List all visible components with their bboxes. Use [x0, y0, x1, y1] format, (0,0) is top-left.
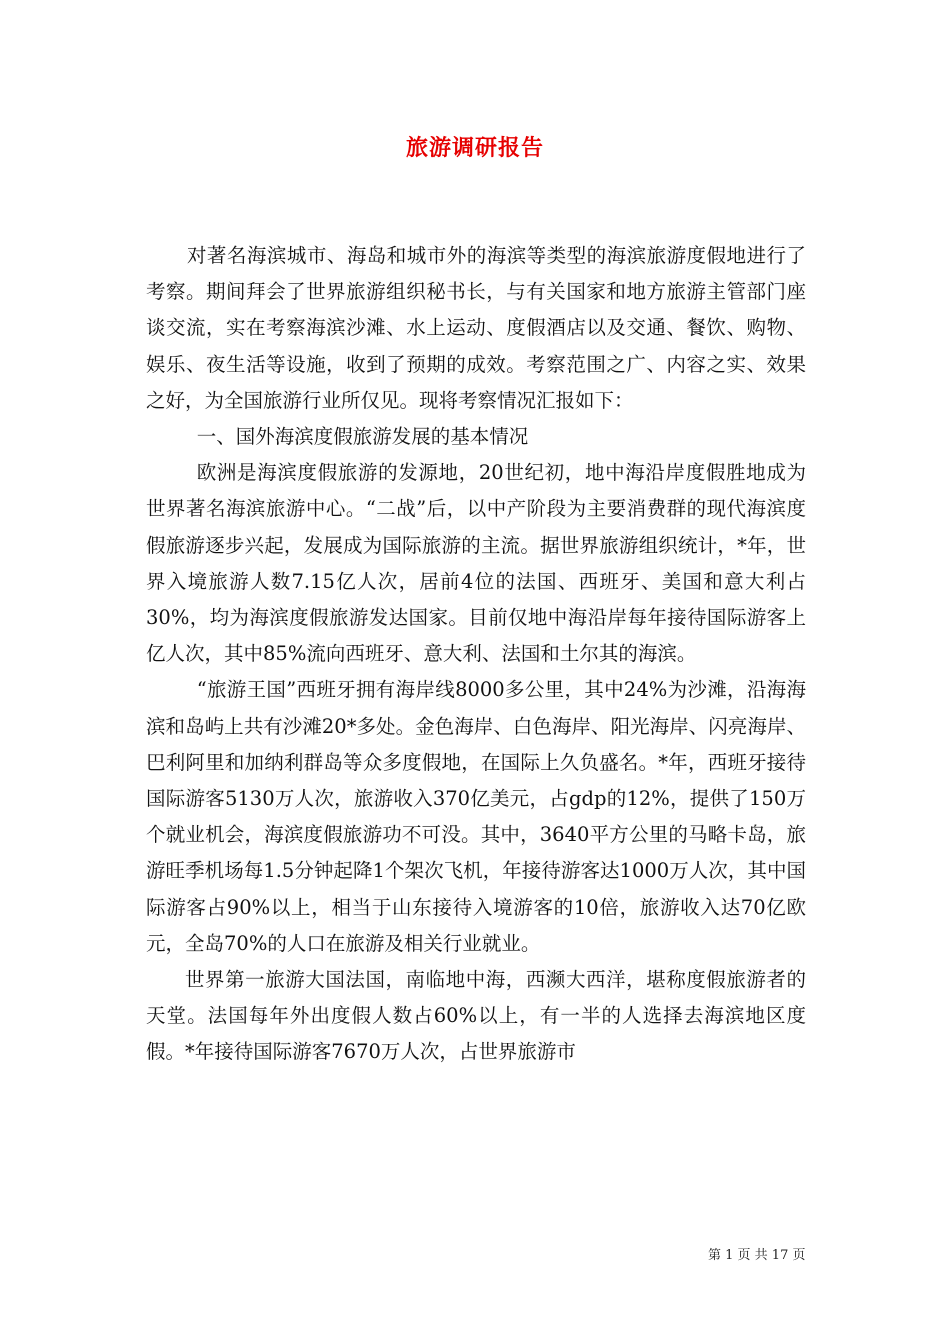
page-number: 第 1 页 共 17 页 — [708, 1248, 806, 1263]
document-body — [146, 238, 806, 1071]
document-title: 旅游调研报告 — [405, 135, 544, 161]
paragraph-europe: 欧洲是海滨度假旅游的发源地，20世纪初，地中海沿岸度假胜地成为世界著名海滨旅游中心。“二战”后，以中产阶段为主要消费群的现代海滨度假旅游逐步兴起，发展成为国际旅游的主流。据世界旅游组织统计，*年，世界入境旅游人数7.15亿人次，居前4位的法国、西班牙、美国和意大利占30%，均为海滨度假旅游发达国家。目前仅地中海沿岸每年接待国际游客上亿人次，其中85%流向西班牙、意大利、法国和土尔其的海滨。 — [146, 461, 806, 666]
section-heading: 一、国外海滨度假旅游发展的基本情况 — [196, 425, 529, 449]
paragraph-intro: 对著名海滨城市、海岛和城市外的海滨等类型的海滨旅游度假地进行了考察。期间拜会了世界旅游组织秘书长，与有关国家和地方旅游主管部门座谈交流，实在考察海滨沙滩、水上运动、度假酒店以及交通、餐饮、购物、娱乐、夜生活等设施，收到了预期的成效。考察范围之广、内容之实、效果之好，为全国旅游行业所仅见。现将考察情况汇报如下： — [146, 244, 806, 412]
paragraph-spain: “旅游王国”西班牙拥有海岸线8000多公里，其中24%为沙滩，沿海海滨和岛屿上共有沙滩20*多处。金色海岸、白色海岸、阳光海岸、闪亮海岸、巴利阿里和加纳利群岛等众多度假地，在国际上久负盛名。*年，西班牙接待国际游客5130万人次，旅游收入370亿美元，占gdp的12%，提供了150万个就业机会，海滨度假旅游功不可没。其中，3640平方公里的马略卡岛，旅游旺季机场每1.5分钟起降1个架次飞机，年接待游客达1000万人次，其中国际游客占90%以上，相当于山东接待入境游客的10倍，旅游收入达70亿欧元，全岛70%的人口在旅游及相关行业就业。 — [146, 678, 806, 955]
paragraph-france: 世界第一旅游大国法国，南临地中海，西濒大西洋，堪称度假旅游者的天堂。法国每年外出度假人数占60%以上，有一半的人选择去海滨地区度假。*年接待国际游客7670万人次，占世界旅游市 — [146, 968, 806, 1064]
